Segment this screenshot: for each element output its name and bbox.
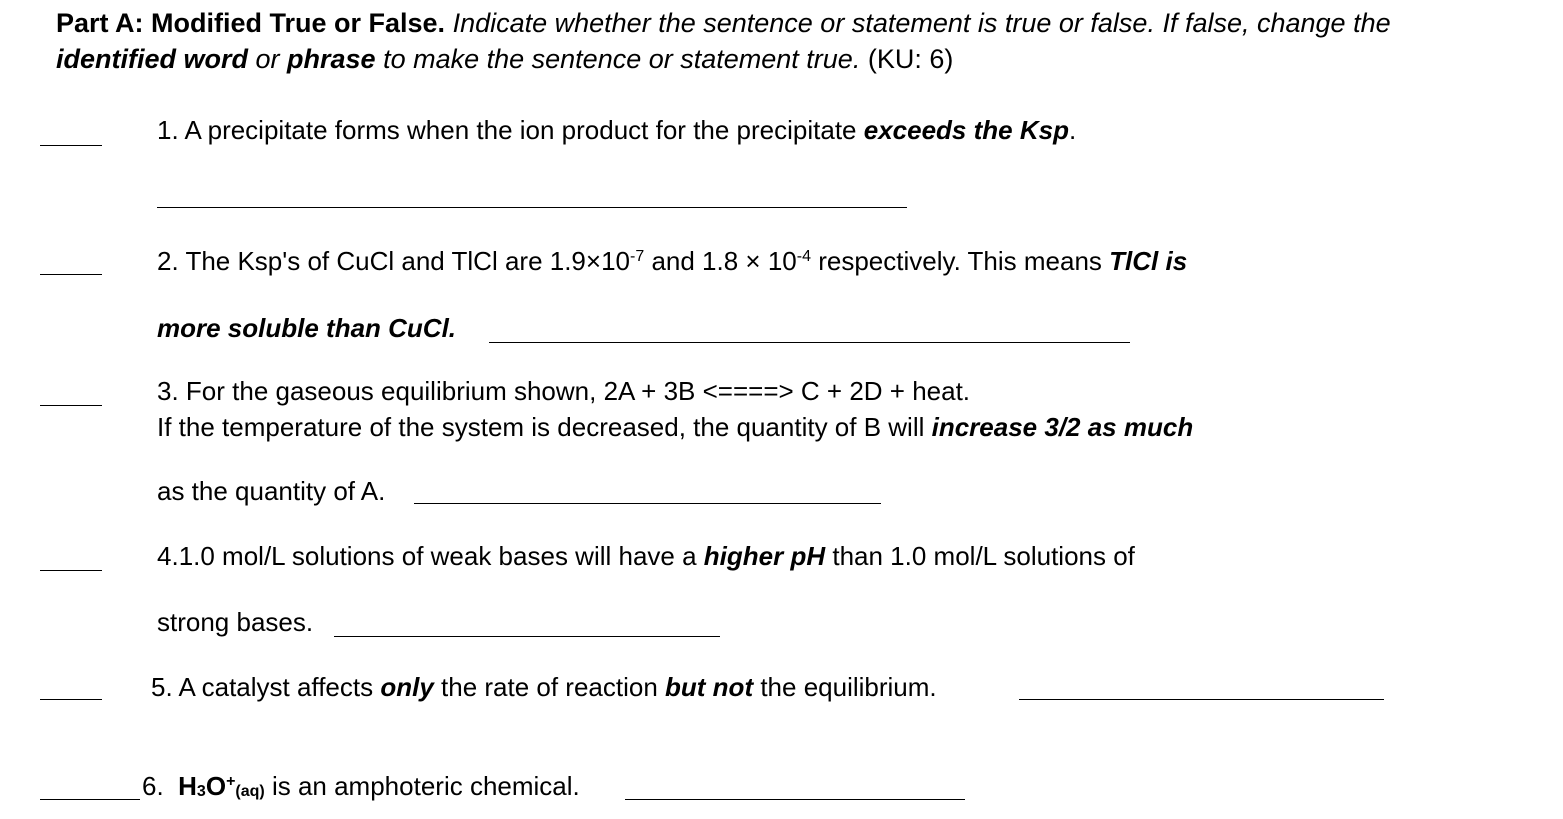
question-3-line-3 (157, 476, 385, 506)
part-title: Part A: Modified True or False. (56, 8, 446, 38)
question-number: 3. (157, 376, 179, 406)
question-text: A catalyst affects (172, 672, 381, 702)
phrase-text: phrase (287, 44, 376, 74)
instructions-line-1 (56, 6, 1391, 40)
exponent: -4 (796, 248, 811, 265)
question-text-end: respectively. This means (811, 246, 1110, 276)
identified-phrase: higher pH (703, 541, 826, 571)
formula-element-o: O (205, 771, 227, 801)
exponent: -7 (630, 248, 645, 265)
answer-blank-4[interactable] (40, 570, 102, 571)
question-text: 1.0 mol/L solutions of weak bases will have a (178, 541, 704, 571)
formula-element-h: H (178, 771, 197, 801)
correction-line-2[interactable] (489, 342, 1130, 343)
question-number: 6. (142, 771, 164, 801)
formula-charge: + (226, 773, 236, 790)
question-text: For the gaseous equilibrium shown, 2A + 3B <====> C + 2D + heat. (178, 376, 971, 406)
question-number: 1. (157, 115, 179, 145)
answer-blank-5[interactable] (40, 699, 102, 700)
answer-blank-6[interactable] (40, 799, 140, 800)
question-text-end: . (1068, 115, 1077, 145)
question-5 (151, 672, 937, 702)
identified-phrase: increase 3/2 as much (931, 412, 1194, 442)
question-text: A precipitate forms when the ion product for the precipitate (178, 115, 864, 145)
question-text: as the quantity of A. (157, 476, 386, 506)
question-3-line-2 (157, 412, 1193, 442)
instructions-text: Indicate whether the sentence or statement is true or false. If false, change the (445, 8, 1391, 38)
question-text: The Ksp's of CuCl and TlCl are 1.9×10 (178, 246, 630, 276)
correction-line-4[interactable] (334, 636, 720, 637)
question-number: 4. (157, 541, 179, 571)
question-3-line-1 (157, 376, 970, 406)
identified-phrase: only (380, 672, 434, 702)
answer-blank-1[interactable] (40, 145, 102, 146)
question-text-end: than 1.0 mol/L solutions of (825, 541, 1135, 571)
chemical-formula (178, 771, 265, 801)
question-4 (157, 541, 1135, 571)
or-text: or (248, 44, 288, 74)
question-6 (142, 771, 580, 801)
answer-blank-2[interactable] (40, 274, 102, 275)
question-2 (157, 246, 1187, 276)
identified-phrase: TlCl is (1109, 246, 1188, 276)
identified-phrase: exceeds the Ksp (863, 115, 1069, 145)
question-text-mid: the rate of reaction (433, 672, 666, 702)
correction-line-5[interactable] (1019, 699, 1384, 700)
question-number: 2. (157, 246, 179, 276)
question-text: If the temperature of the system is decreased, the quantity of B will (157, 412, 932, 442)
question-text-mid: and 1.8 × 10 (644, 246, 797, 276)
correction-line-6[interactable] (625, 799, 965, 800)
instructions-text-2: to make the sentence or statement true. (375, 44, 861, 74)
question-text: strong bases. (157, 607, 314, 637)
identified-word-text: identified word (56, 44, 248, 74)
formula-state: (aq) (235, 783, 265, 800)
question-1 (157, 115, 1076, 145)
identified-phrase-continued: more soluble than CuCl. (157, 313, 457, 343)
question-2-continued (157, 313, 456, 343)
correction-line-1[interactable] (157, 207, 907, 208)
identified-phrase-2: but not (665, 672, 754, 702)
formula-subscript: 3 (196, 783, 206, 800)
correction-line-3[interactable] (414, 503, 881, 504)
question-number: 5. (151, 672, 173, 702)
ku-label: (KU: 6) (860, 44, 954, 74)
answer-blank-3[interactable] (40, 405, 102, 406)
question-text-end: the equilibrium. (753, 672, 937, 702)
question-text: is an amphoteric chemical. (264, 771, 580, 801)
instructions-line-2 (56, 42, 953, 76)
question-4-continued (157, 607, 313, 637)
